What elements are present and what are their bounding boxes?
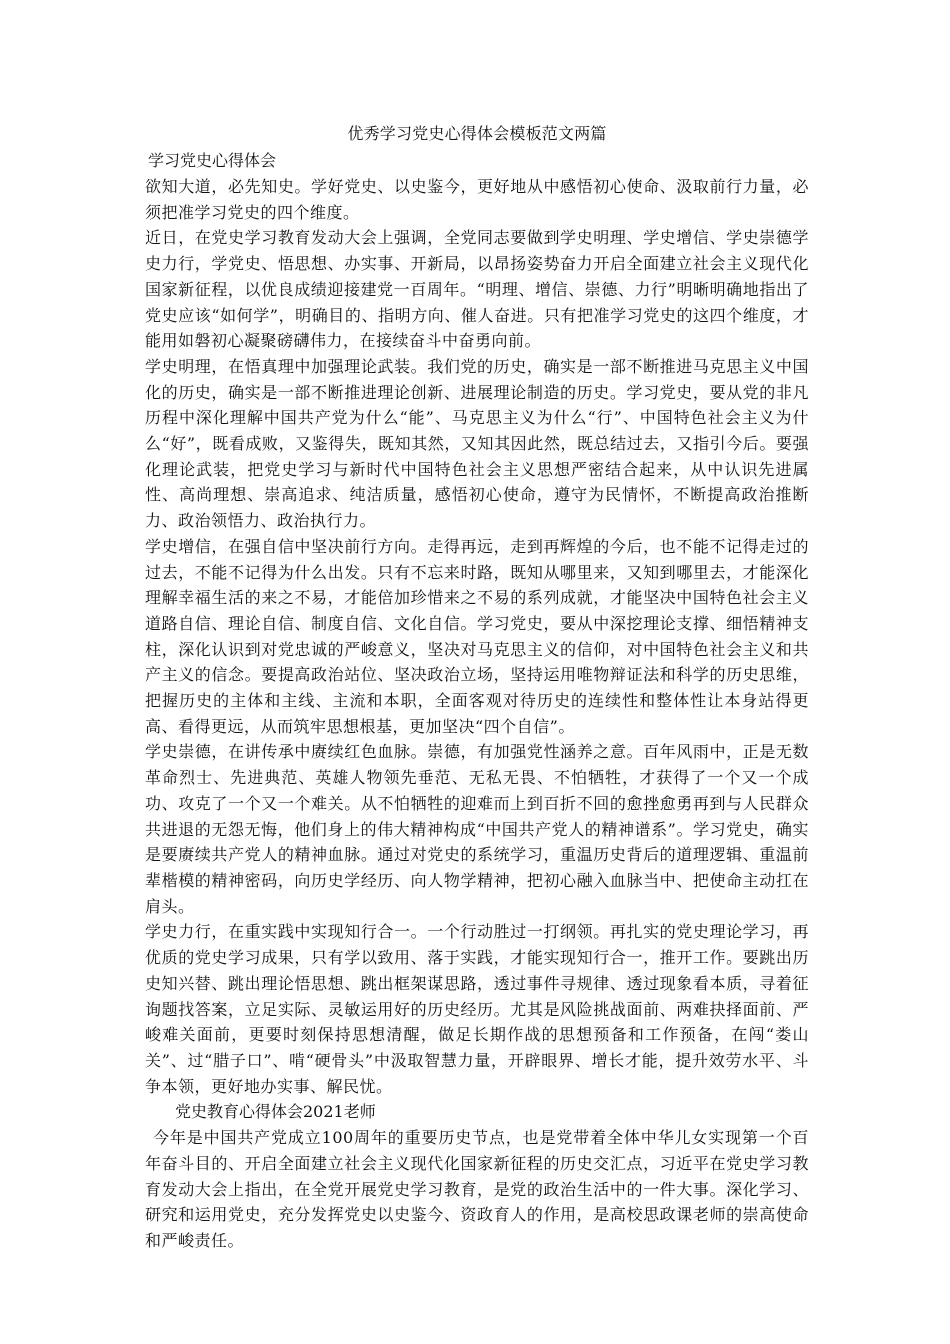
document-page xyxy=(145,120,809,1254)
paragraph: 欲知大道，必先知史。学好党史、以史鉴今，更好地从中感悟初心使命、汲取前行力量，必须把准学习党史的四个维度。 xyxy=(145,177,809,222)
paragraph: 近日，在党史学习教育发动大会上强调，全党同志要做到学史明理、学史增信、学史崇德学史力行，学党史、悟思想、办实事、开新局，以昂扬姿势奋力开启全面建立社会主义现代化国家新征程，以优良成绩迎接建党一百周年。“明理、增信、崇德、力行”明晰明确地指出了党史应该“如何学”，明确目的、指明方向、催人奋进。只有把准学习党史的这四个维度，才能用如磐初心凝聚磅礴伟力，在接续奋斗中奋勇向前。 xyxy=(145,228,809,351)
section-heading: 学习党史心得体会 xyxy=(148,151,277,170)
paragraph: 学史增信，在强自信中坚决前行方向。走得再远，走到再辉煌的今后，也不能不记得走过的过去，不能不记得为什么出发。只有不忘来时路，既知从哪里来，又知到哪里去，才能深化理解幸福生活的来之不易，才能倍加珍惜来之不易的系列成就，才能坚决中国特色社会主义道路自信、理论自信、制度自信、文化自信。学习党史，要从中深挖理论支撑、细悟精神支柱，深化认识到对党忠诚的严峻意义，坚决对马克思主义的信仰，对中国特色社会主义和共产主义的信念。要提高政治站位、坚决政治立场，坚持运用唯物辩证法和科学的历史思维，把握历史的主体和主线、主流和本职，全面客观对待历史的连续性和整体性让本身站得更高、看得更远，从而筑牢思想根基，更加坚决“四个自信”。 xyxy=(145,536,809,736)
paragraph: 学史明理，在悟真理中加强理论武装。我们党的历史，确实是一部不断推进马克思主义中国化的历史，确实是一部不断推进理论创新、进展理论制造的历史。学习党史，要从党的非凡历程中深化理解中国共产党为什么“能”、马克思主义为什么“行”、中国特色社会主义为什么“好”，既看成败，又鉴得失，既知其然，又知其因此然，既总结过去，又指引今后。要强化理论武装，把党史学习与新时代中国特色社会主义思想严密结合起来，从中认识先进属性、高尚理想、崇高追求、纯洁质量，感悟初心使命，遵守为民情怀，不断提高政治推断力、政治领悟力、政治执行力。 xyxy=(145,356,809,531)
paragraph: 学史力行，在重实践中实现知行合一。一个行动胜过一打纲领。再扎实的党史理论学习，再优质的党史学习成果，只有学以致用、落于实践，才能实现知行合一，推开工作。要跳出历史知兴替、跳出理论悟思想、跳出框架谋思路，透过事件寻规律、透过现象看本质，寻着征询题找答案，立足实际、灵敏运用好的历史经历。尤其是风险挑战面前、两难抉择面前、严峻难关面前，更要时刻保持思想清醒，做足长期作战的思想预备和工作预备，在闯“娄山关”、过“腊子口”、啃“硬骨头”中汲取智慧力量，开辟眼界、增长才能，提升效劳水平、斗争本领，更好地办实事、解民忧。 xyxy=(145,922,809,1096)
section-heading: 党史教育心得体会2021老师 xyxy=(175,1102,376,1122)
paragraph: 今年是中国共产党成立100周年的重要历史节点，也是党带着全体中华儿女实现第一个百年奋斗目的、开启全面建立社会主义现代化国家新征程的历史交汇点，习近平在党史学习教育发动大会上指出，在全党开展党史学习教育，是党的政治生活中的一件大事。深化学习、研究和运用党史，充分发挥党史以史鉴今、资政育人的作用，是高校思政课老师的崇高使命和严峻责任。 xyxy=(145,1128,809,1251)
paragraph: 学史崇德，在讲传承中赓续红色血脉。崇德，有加强党性涵养之意。百年风雨中，正是无数革命烈士、先进典范、英雄人物领先垂范、无私无畏、不怕牺牲，才获得了一个又一个成功、攻克了一个又一个难关。从不怕牺牲的迎难而上到百折不回的愈挫愈勇再到与人民群众共进退的无怨无悔，他们身上的伟大精神构成“中国共产党人的精神谱系”。学习党史，确实是要赓续共产党人的精神血脉。通过对党史的系统学习，重温历史背后的道理逻辑、重温前辈楷模的精神密码，向历史学经历、向人物学精神，把初心融入血脉当中、把使命主动扛在肩头。 xyxy=(145,742,809,916)
document-title: 优秀学习党史心得体会模板范文两篇 xyxy=(347,124,607,143)
